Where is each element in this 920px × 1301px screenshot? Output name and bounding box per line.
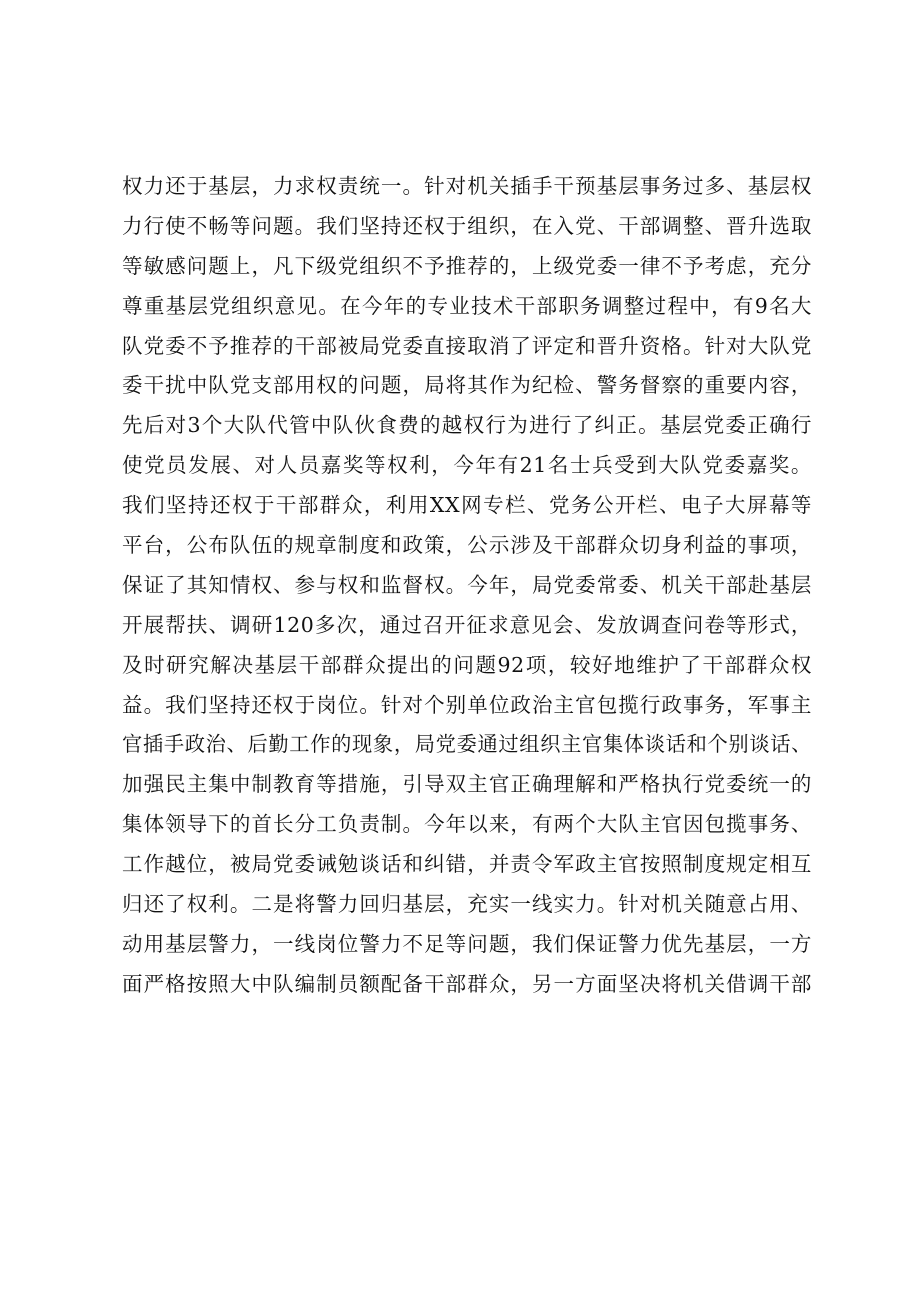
text-line: 加强民主集中制教育等措施，引导双主官正确理解和严格执行党委统一的 [122, 772, 812, 797]
text-line: 力行使不畅等问题。我们坚持还权于组织，在入党、干部调整、晋升选取 [122, 213, 812, 238]
text-line: 权力还于基层，力求权责统一。针对机关插手干预基层事务过多、基层权 [122, 174, 812, 198]
text-line: 及时研究解决基层干部群众提出的问题92项，较好地维护了干部群众权 [122, 652, 812, 677]
text-line: 队党委不予推荐的干部被局党委直接取消了评定和晋升资格。针对大队党 [122, 333, 812, 358]
text-line: 委干扰中队党支部用权的问题，局将其作为纪检、警务督察的重要内容， [122, 373, 812, 398]
text-line: 工作越位，被局党委诫勉谈话和纠错，并责令军政主官按照制度规定相互 [122, 852, 812, 877]
text-line: 使党员发展、对人员嘉奖等权利，今年有21名士兵受到大队党委嘉奖。 [122, 453, 812, 478]
text-line: 动用基层警力，一线岗位警力不足等问题，我们保证警力优先基层，一方 [122, 931, 812, 956]
text-line: 平台，公布队伍的规章制度和政策，公示涉及干部群众切身利益的事项， [122, 533, 812, 558]
text-line: 归还了权利。二是将警力回归基层，充实一线实力。针对机关随意占用、 [122, 892, 812, 917]
text-line: 益。我们坚持还权于岗位。针对个别单位政治主官包揽行政事务，军事主 [122, 692, 812, 717]
text-line: 先后对3个大队代管中队伙食费的越权行为进行了纠正。基层党委正确行 [122, 413, 812, 438]
text-line: 面严格按照大中队编制员额配备干部群众，另一方面坚决将机关借调干部 [122, 971, 812, 996]
text-line: 等敏感问题上，凡下级党组织不予推荐的，上级党委一律不予考虑，充分 [122, 253, 812, 278]
text-line: 官插手政治、后勤工作的现象，局党委通过组织主官集体谈话和个别谈话、 [122, 732, 812, 757]
text-line: 我们坚持还权于干部群众，利用XX网专栏、党务公开栏、电子大屏幕等 [122, 493, 812, 518]
body-paragraph [122, 166, 812, 1004]
text-line: 集体领导下的首长分工负责制。今年以来，有两个大队主官因包揽事务、 [122, 812, 812, 837]
text-line: 保证了其知情权、参与权和监督权。今年，局党委常委、机关干部赴基层 [122, 572, 812, 597]
text-line: 开展帮扶、调研120多次，通过召开征求意见会、发放调查问卷等形式， [122, 612, 812, 637]
text-line: 尊重基层党组织意见。在今年的专业技术干部职务调整过程中，有9名大 [122, 293, 812, 318]
